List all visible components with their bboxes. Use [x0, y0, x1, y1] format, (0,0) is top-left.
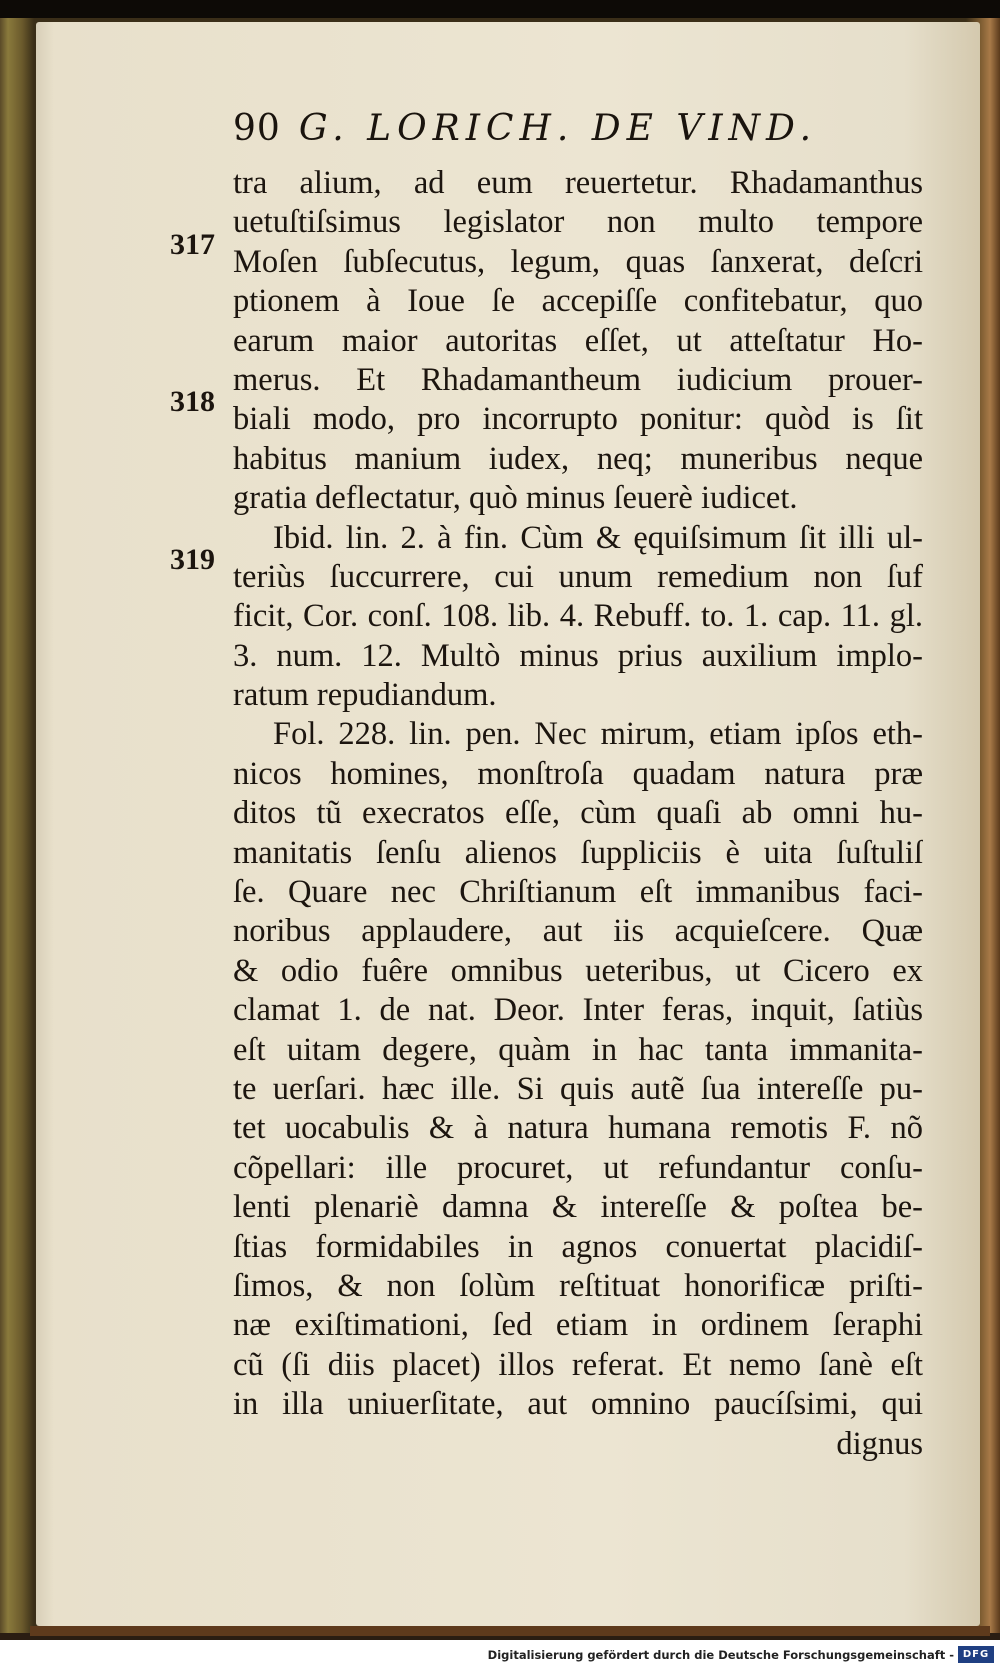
text-line: ſimos, & non ſolùm reſtituat honorificæ priſti- — [233, 1267, 923, 1304]
text-line: eſt uitam degere, quàm in hac tanta immanita- — [233, 1031, 923, 1068]
text-line: habitus manium iudex, neq; muneribus neque — [233, 440, 923, 477]
text-line: cũ (ſi diis placet) illos referat. Et nemo ſanè eſt — [233, 1346, 923, 1383]
catchword: dignus — [836, 1425, 923, 1462]
text-line: tet uocabulis & à natura humana remotis F. nõ — [233, 1110, 923, 1147]
page-number: 90 — [233, 108, 281, 149]
text-line: ſtias formidabiles in agnos conuertat placidiſ- — [233, 1228, 923, 1265]
running-header — [233, 108, 817, 149]
text-line: earum maior autoritas eſſet, ut atteſtatur Ho- — [233, 322, 923, 359]
text-line: 3. num. 12. Multò minus prius auxilium implo- — [233, 637, 923, 674]
text-line: teriùs ſuccurrere, cui unum remedium non ſuf — [233, 558, 923, 595]
text-line: Moſen ſubſecutus, legum, quas ſanxerat, deſcri — [233, 243, 923, 280]
text-line: cõpellari: ille procuret, ut refundantur conſu- — [233, 1149, 923, 1186]
text-line: tra alium, ad eum reuertetur. Rhadamanthus — [233, 165, 923, 201]
funding-note: Digitalisierung gefördert durch die Deutsche Forschungsgemeinschaft - — [487, 1648, 954, 1662]
text-line: biali modo, pro incorrupto ponitur: quòd is ſit — [233, 401, 923, 438]
text-line: & odio fuêre omnibus ueteribus, ut Cicero ex — [233, 952, 923, 989]
text-line: Fol. 228. lin. pen. Nec mirum, etiam ipſos eth- — [273, 716, 923, 753]
text-line: te uerſari. hæc ille. Si quis autẽ ſua intereſſe pu- — [233, 1070, 923, 1107]
text-line: uetuſtiſsimus legislator non multo tempore — [233, 204, 923, 241]
text-line: ptionem à Ioue ſe accepiſſe confitebatur, quo — [233, 283, 923, 320]
text-line: ſe. Quare nec Chriſtianum eſt immanibus faci- — [233, 874, 923, 911]
text-line: manitatis ſenſu alienos ſuppliciis è uita ſuſtuliſ — [233, 834, 923, 871]
text-line: Ibid. lin. 2. à fin. Cùm & ęquiſsimum ſit illi ul- — [273, 519, 923, 556]
page-bottom-edge — [30, 1626, 990, 1636]
text-line: næ exiſtimationi, ſed etiam in ordinem ſeraphi — [233, 1307, 923, 1344]
text-line: ratum repudiandum. — [233, 677, 497, 714]
text-line: lenti plenariè damna & intereſſe & poſtea be- — [233, 1189, 923, 1226]
marginal-number: 317 — [170, 228, 215, 261]
text-line: clamat 1. de nat. Deor. Inter feras, inquit, ſatiùs — [233, 992, 923, 1029]
text-line: gratia deflectatur, quò minus ſeuerè iudicet. — [233, 480, 798, 517]
marginal-number: 318 — [170, 385, 215, 418]
dfg-logo-icon: DFG — [958, 1646, 994, 1663]
running-title: G. LORICH. DE VIND. — [298, 108, 818, 149]
marginal-number: 319 — [170, 543, 215, 576]
text-line: noribus applaudere, aut iis acquieſcere. Quæ — [233, 913, 923, 950]
text-line: in illa uniuerſitate, aut omnino paucíſsimi, qui — [233, 1386, 923, 1423]
text-line: merus. Et Rhadamantheum iudicium prouer- — [233, 361, 923, 398]
text-line: ficit, Cor. conſ. 108. lib. 4. Rebuff. to. 1. cap. 11. gl. — [233, 598, 923, 635]
text-line: nicos homines, monſtroſa quadam natura præ — [233, 755, 923, 792]
body-text — [233, 164, 923, 1464]
text-line: ditos tũ execratos eſſe, cùm quaſi ab omni hu- — [233, 795, 923, 832]
